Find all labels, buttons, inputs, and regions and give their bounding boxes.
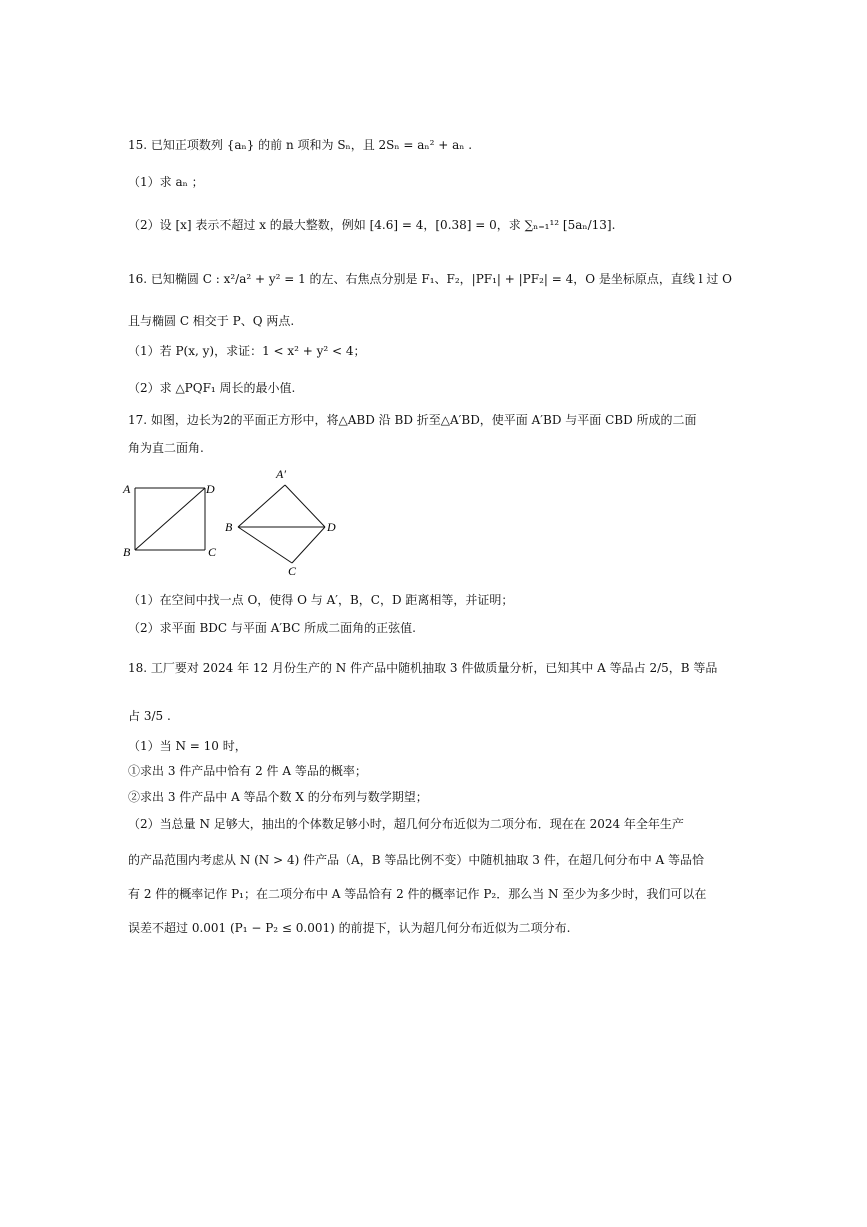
q18-part1b: ②求出 3 件产品中 A 等品个数 X 的分布列与数学期望； xyxy=(128,790,428,804)
label-A-prime: A′ xyxy=(276,467,286,481)
label-B: B xyxy=(123,545,131,559)
folded-figure xyxy=(220,465,345,584)
q18-part1: （1）当 N = 10 时， xyxy=(128,739,247,753)
q15-stem: 15. 已知正项数列 {aₙ} 的前 n 项和为 Sₙ，且 2Sₙ = aₙ² + aₙ . xyxy=(128,138,473,152)
label-A: A xyxy=(123,482,131,496)
q18-part2b: 的产品范围内考虑从 N (N > 4) 件产品（A，B 等品比例不变）中随机抽取 3 件，在超几何分布中 A 等品恰 xyxy=(128,853,704,867)
edge-A-D xyxy=(285,485,325,527)
edge-A-B xyxy=(238,485,285,527)
q15-part2: （2）设 [x] 表示不超过 x 的最大整数，例如 [4.6] = 4，[0.38] = 0，求 ∑ₙ₌₁¹² [5aₙ/13]. xyxy=(128,218,616,232)
q18-part2: （2）当总量 N 足够大，抽出的个体数足够小时，超几何分布近似为二项分布．现在在 2024 年全年生产 xyxy=(128,817,684,831)
q17-part1: （1）在空间中找一点 O，使得 O 与 A′，B，C，D 距离相等，并证明； xyxy=(128,593,514,607)
label-D: D xyxy=(327,520,336,534)
q15-part1: （1）求 aₙ ； xyxy=(128,175,204,189)
label-B: B xyxy=(225,520,233,534)
label-C: C xyxy=(288,564,297,578)
q18-part2d: 误差不超过 0.001 (P₁ − P₂ ≤ 0.001) 的前提下，认为超几何分布近似为二项分布. xyxy=(128,921,571,935)
label-D: D xyxy=(206,482,215,496)
q17-part2: （2）求平面 BDC 与平面 A′BC 所成二面角的正弦值. xyxy=(128,621,416,635)
q16-stem-cont: 且与椭圆 C 相交于 P、Q 两点. xyxy=(128,314,295,328)
q18-part2c: 有 2 件的概率记作 P₁；在二项分布中 A 等品恰有 2 件的概率记作 P₂．那么当 N 至少为多少时，我们可以在 xyxy=(128,887,707,901)
q17-stem: 17. 如图，边长为2的平面正方形中，将△ABD 沿 BD 折至△A′BD，使平面 A′BD 与平面 CBD 所成的二面 xyxy=(128,413,697,427)
q16-part2: （2）求 △PQF₁ 周长的最小值. xyxy=(128,381,296,395)
edge-C-D xyxy=(292,527,325,563)
diagonal-BD xyxy=(135,488,205,550)
q16-part1: （1）若 P(x, y)，求证：1 < x² + y² < 4； xyxy=(128,344,366,358)
edge-B-C xyxy=(238,527,292,563)
q18-part1a: ①求出 3 件产品中恰有 2 件 A 等品的概率； xyxy=(128,764,367,778)
q18-stem-cont: 占 3/5 . xyxy=(128,709,171,723)
q17-stem-cont: 角为直二面角. xyxy=(128,441,204,455)
label-C: C xyxy=(208,545,217,559)
square-figure xyxy=(120,478,220,567)
q18-stem: 18. 工厂要对 2024 年 12 月份生产的 N 件产品中随机抽取 3 件做质量分析，已知其中 A 等品占 2/5，B 等品 xyxy=(128,661,718,675)
q16-stem: 16. 已知椭圆 C : x²/a² + y² = 1 的左、右焦点分别是 F₁、F₂，|PF₁| + |PF₂| = 4，O 是坐标原点，直线 l 过 O xyxy=(128,272,733,286)
